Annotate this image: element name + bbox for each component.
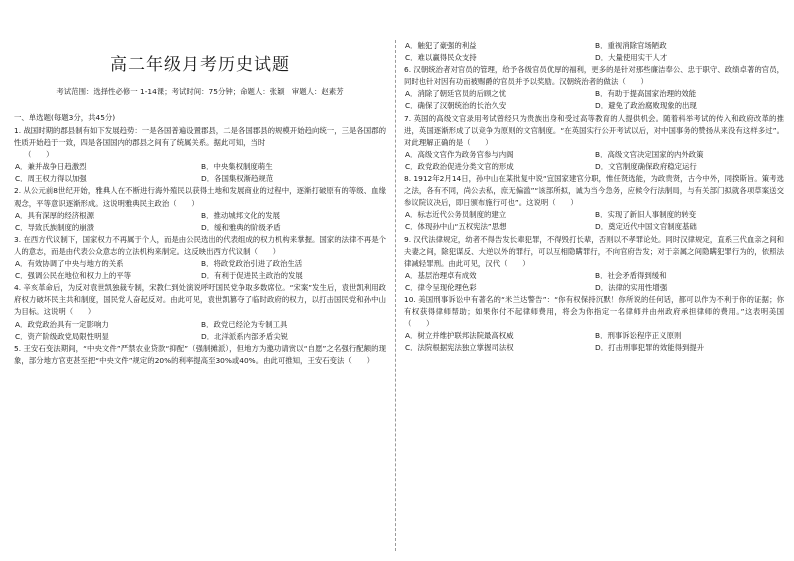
question-3-options-row-1	[14, 258, 386, 270]
option: B．将政党政治引进了政治生活	[201, 259, 303, 269]
question-3-stem: 3. 在西方代议制下，国家权力不再属于个人，而是由公民选出的代表组成的权力机构来掌握。国家的法律不再是个人的意志，而是由代表公众意志的立法机构来制定。这反映出西方代议制（ ）	[14, 234, 386, 256]
option: B．实现了新旧人事制度的转变	[595, 210, 697, 220]
question-6-stem: 6. 汉朝统治者对官员的管理，给予各级官员优厚的福利，更多的是针对那些廉洁奉公、忠于职守、政绩卓著的官员，同时也针对因有功而被赐爵的官员并予以奖励。汉朝统治者的做法（ ）	[404, 65, 784, 87]
question-10-stem: 10. 美国刑事诉讼中有著名的“米兰达警告”：“你有权保持沉默！你所说的任何话，都可以作为不利于你的证据；你有权获得律师帮助；如果你付不起律师费用，将会为你指定一名律师并由州政府承担律师的费用。”这表明美国（ ）	[404, 294, 784, 329]
question-8-options-row-1	[404, 209, 784, 221]
option: D．避免了政治腐败现象的出现	[595, 101, 697, 111]
question-2-options-row-1	[14, 210, 386, 222]
question-2-stem: 2. 从公元前8世纪开始，雅典人在不断进行海外殖民以获得土地和发展商业的过程中，逐渐打破原有的等级、血缘观念，平等意识逐渐形成。这说明雅典民主政治（ ）	[14, 186, 386, 208]
question-6-options-row-2	[404, 100, 784, 112]
option: C．资产阶级政党局限性明显	[15, 331, 109, 341]
question-4-stem: 4. 辛亥革命后，为反对袁世凯独裁专制，宋教仁到处演说呼吁国民党争取多数席位。“宋案”发生后，袁世凯利用政府权力破坏民主共和制度，国民党人奋起反对。由此可见，袁世凯篡夺了临时政府的权力，以打击国民党和孙中山为目标。这说明（ ）	[14, 283, 386, 317]
column-divider	[395, 40, 396, 551]
option: A．触犯了豪强的利益	[405, 41, 477, 50]
option: B．有助于提高国家治理的效能	[595, 89, 697, 99]
question-1-options-row-2	[14, 173, 386, 185]
question-3-options-row-2	[14, 270, 386, 282]
option: A．消除了朝廷官员的后顾之忧	[405, 89, 507, 99]
option: A．有效协调了中央与地方的关系	[15, 259, 124, 269]
exam-meta: 考试范围：选择性必修一 1-14课；考试时间：75分钟；命题人：张颖 审题人：赵素芳	[56, 87, 344, 96]
option: D．法律的实用性增强	[595, 282, 668, 292]
option: D．缓和雅典的阶级矛盾	[201, 222, 281, 232]
option: B．中央集权制度萌生	[201, 162, 273, 172]
question-9-options-row-1	[404, 270, 784, 282]
option: A．政党政治具有一定影响力	[15, 319, 109, 329]
option: D．大量使用实干人才	[595, 53, 668, 63]
option: B．重视消除官场陋政	[595, 41, 667, 50]
question-10-options-row-1	[404, 330, 784, 342]
question-5-stem: 5. 王安石变法期间，“中央文件”严禁农业贷款“抑配”（强制摊派），但地方为邀功请赏以“自愿”之名强行配额的现象，部分地方官吏甚至把“中央文件”规定的20%的利率提高至30%或40%。由此可推知，王安石变法（ ）	[14, 343, 386, 365]
question-8-options-row-2	[404, 221, 784, 233]
option: A．基层治理卓有成效	[405, 270, 477, 280]
option: D．奠定近代中国文官制度基础	[595, 222, 697, 232]
question-7-options-row-2	[404, 161, 784, 173]
question-5-options-row-2	[404, 52, 784, 64]
question-7-stem: 7. 英国的高级文官录用考试曾经只为贵族出身和受过高等教育的人提供机会。随着科举考试的传入和政府改革的推进，英国逐渐形成了以竞争为原则的文官制度。“在英国实行公开考试以后，对中国事务的赞扬从来没有这样多过”。对此理解正确的是（ ）	[404, 113, 784, 147]
option: C．法院根据宪法独立掌握司法权	[405, 343, 514, 353]
option: C．政党政治促进分类文官的形成	[405, 161, 514, 171]
option: C．律令呈现伦理色彩	[405, 282, 477, 292]
question-5-options-row-1	[404, 40, 784, 52]
option: D．打击刑事犯罪的效能得到提升	[595, 343, 705, 353]
option: B．推动城邦文化的发展	[201, 210, 280, 220]
question-9-stem: 9. 汉代法律规定，幼者不得告发长辈犯罪，不得毁打长辈，否则以不孝罪论处。同时汉律规定，直系三代血亲之间和夫妻之间，除犯谋反、大逆以外的罪行，可以互相隐瞒罪行，不向官府告发；对于亲属之间隐瞒犯罪行为的，依照法律减轻罪刑。由此可见，汉代（ ）	[404, 234, 784, 268]
option: C．周王权力得以加强	[15, 174, 87, 184]
question-1-stem: 1. 战国时期的郡县制有如下发展趋势：一是各国普遍设置郡县，二是各国郡县的规模开始趋向统一，三是各国郡的性质开始趋于一致，四是各国国内的郡县之间有了统属关系。据此可知，当时	[14, 126, 386, 148]
option: D．各国集权渐趋规范	[201, 174, 274, 184]
right-column	[404, 40, 784, 354]
section-title: 一、单选题(每题3分，共45分)	[14, 113, 116, 122]
option: C．确保了汉朝统治的长治久安	[405, 101, 507, 111]
option: C．体现孙中山“五权宪法”思想	[405, 222, 507, 232]
question-4-options-row-2	[14, 331, 386, 343]
option: D．北洋派系内部矛盾尖锐	[201, 331, 288, 341]
exam-title: 高二年级月考历史试题	[110, 55, 290, 75]
question-10-options-row-2	[404, 342, 784, 354]
option: A．高级文官作为政务官参与内阁	[405, 149, 514, 159]
question-2-options-row-2	[14, 222, 386, 234]
option: D．有利于促进民主政治的发展	[201, 271, 303, 281]
question-4-options-row-1	[14, 319, 386, 331]
question-1-paren: （ ）	[24, 150, 54, 160]
option: C．难以赢得民众支持	[405, 53, 477, 63]
option: A．兼并战争日趋激烈	[15, 162, 87, 172]
option: C．导致氏族制度的崩溃	[15, 222, 95, 232]
option: B．政党已经沦为专制工具	[201, 319, 288, 329]
question-7-options-row-1	[404, 149, 784, 161]
option: A．树立并维护联邦法院最高权威	[405, 331, 514, 341]
question-6-options-row-1	[404, 88, 784, 100]
option: B．高级文官决定国家的内外政策	[595, 149, 704, 159]
option: D．文官制度确保政府稳定运行	[595, 161, 697, 171]
option: A．具有深厚的经济根源	[15, 210, 94, 220]
question-9-options-row-2	[404, 282, 784, 294]
option: A．标志近代公务员制度的建立	[405, 210, 507, 220]
option: C．强调公民在地位和权力上的平等	[15, 271, 132, 281]
option: B．刑事诉讼程序正义原则	[595, 331, 682, 341]
question-1-options-row-1	[14, 161, 386, 173]
question-8-stem: 8. 1912年2月14日，孙中山在某批复中说“宜国家建官分职，惟任贤选能，为政贵贤，古今中外，同揆斯旨。策考选之法，各有不同，尚公去私，庶无偏滥”“该部所拟，诚为当今急务，应候令行法制局，与有关部门拟就各项草案送交参议院议决后，即日颁布施行可也”。这说明（ ）	[404, 174, 784, 208]
option: B．社会矛盾得到缓和	[595, 270, 667, 280]
left-column	[14, 40, 386, 367]
